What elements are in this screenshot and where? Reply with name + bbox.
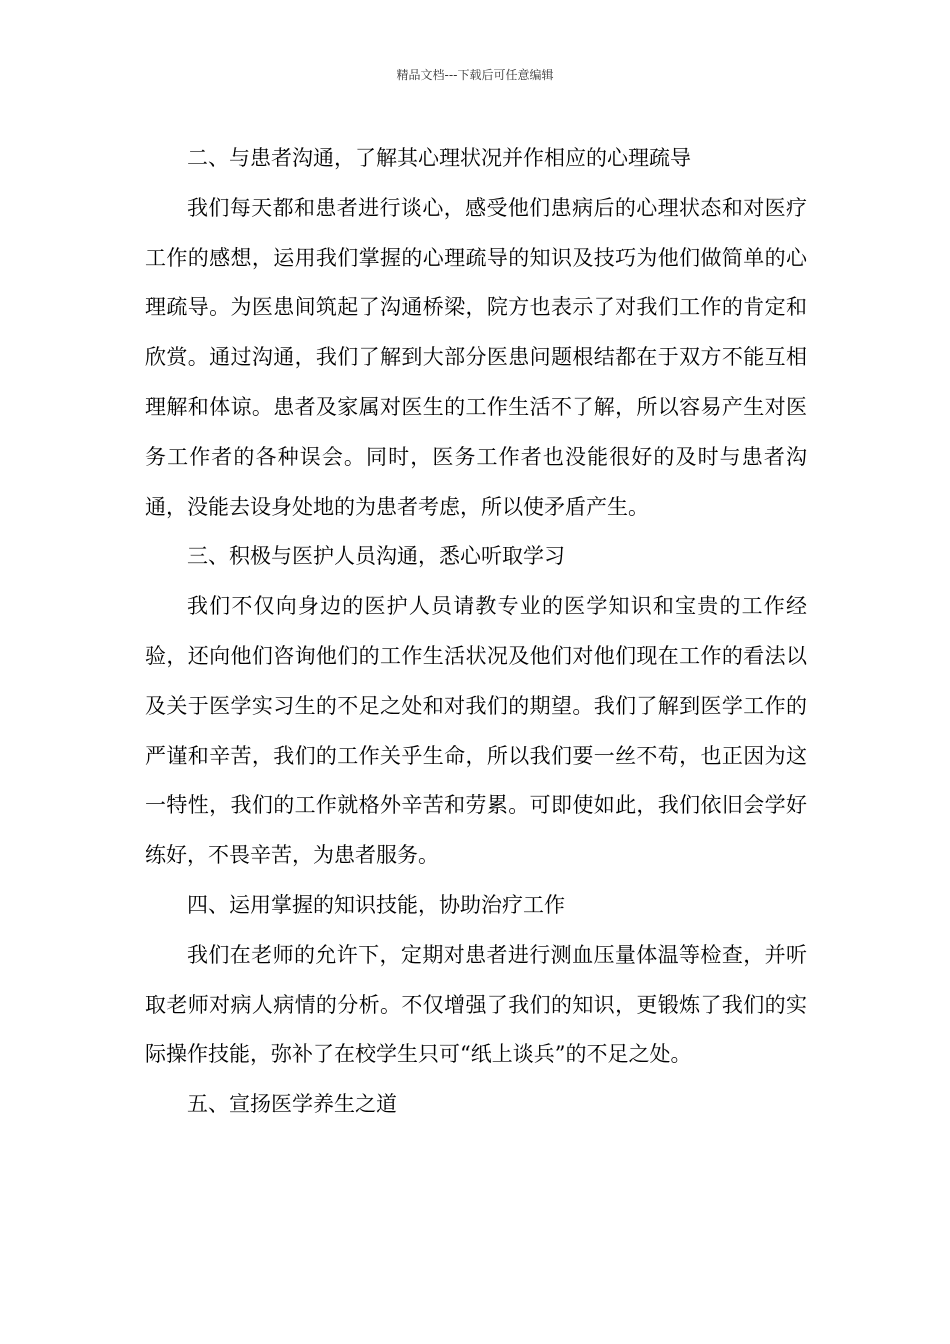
section-paragraph-3: 我们不仅向身边的医护人员请教专业的医学知识和宝贵的工作经验，还向他们咨询他们的工作生活状况及他们对他们现在工作的看法以及关于医学实习生的不足之处和对我们的期望。我们了解到医学工作的严谨和辛苦，我们的工作关乎生命，所以我们要一丝不苟，也正因为这一特性，我们的工作就格外辛苦和劳累。可即使如此，我们依旧会学好练好，不畏辛苦，为患者服务。 <box>145 594 807 868</box>
section-paragraph-4: 我们在老师的允许下，定期对患者进行测血压量体温等检查，并听取老师对病人病情的分析。不仅增强了我们的知识，更锻炼了我们的实际操作技能，弥补了在校学生只可“纸上谈兵”的不足之处。 <box>145 942 807 1067</box>
section-paragraph-2: 我们每天都和患者进行谈心，感受他们患病后的心理状态和对医疗工作的感想，运用我们掌握的心理疏导的知识及技巧为他们做简单的心理疏导。为医患间筑起了沟通桥梁，院方也表示了对我们工作的肯定和欣赏。通过沟通，我们了解到大部分医患问题根结都在于双方不能互相理解和体谅。患者及家属对医生的工作生活不了解，所以容易产生对医务工作者的各种误会。同时，医务工作者也没能很好的及时与患者沟通，没能去设身处地的为患者考虑，所以使矛盾产生。 <box>145 195 807 519</box>
section-heading-2: 二、与患者沟通，了解其心理状况并作相应的心理疏导 <box>187 146 691 170</box>
document-body <box>145 134 807 1130</box>
section-heading-3: 三、积极与医护人员沟通，悉心听取学习 <box>187 544 565 569</box>
section-heading-4: 四、运用掌握的知识技能，协助治疗工作 <box>187 892 565 917</box>
page-header: 精品文档---下载后可任意编辑 <box>396 68 554 82</box>
section-heading-5: 五、宣扬医学养生之道 <box>187 1092 397 1117</box>
